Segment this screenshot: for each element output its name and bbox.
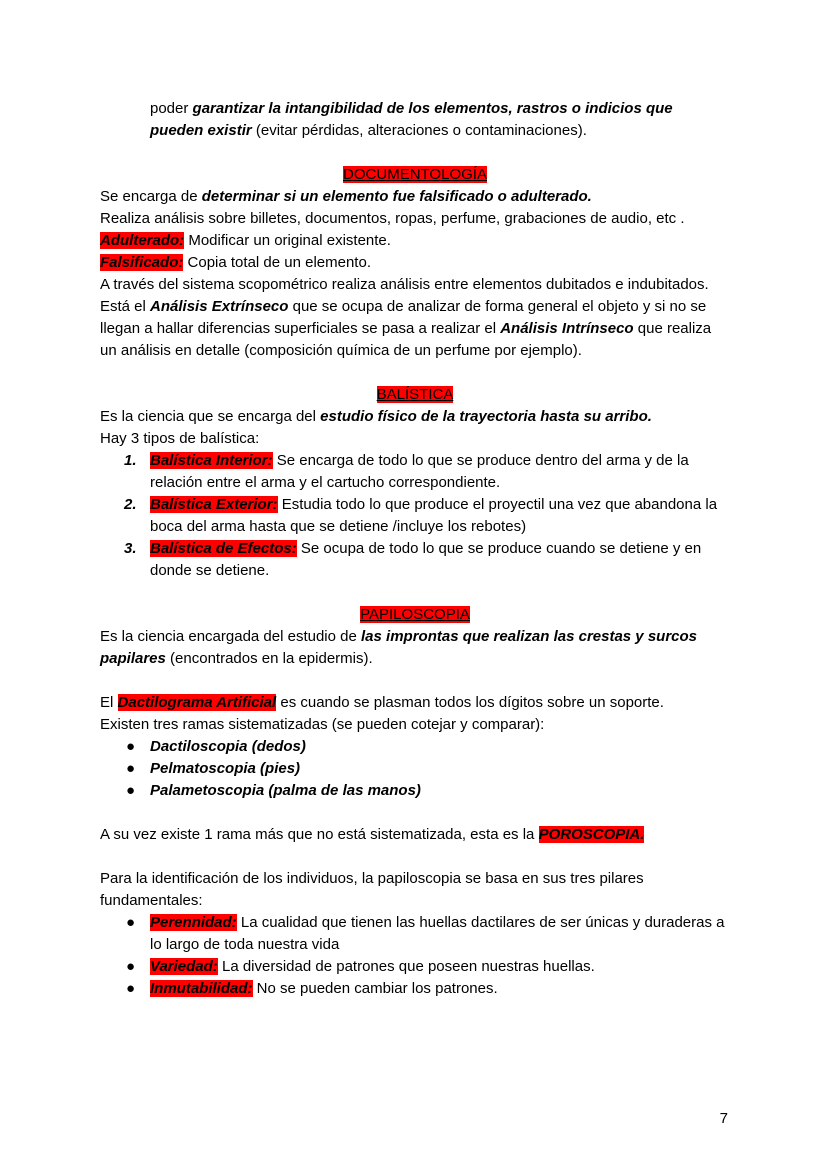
list-item: ● Variedad: La diversidad de patrones que poseen nuestras huellas.	[100, 956, 730, 978]
list-item: 3. Balística de Efectos: Se ocupa de todo lo que se produce cuando se detiene y en donde se detiene.	[124, 540, 702, 579]
pap-poroscopia: A su vez existe 1 rama más que no está sistematizada, esta es la POROSCOPIA.	[100, 826, 645, 843]
bal-definition: Es la ciencia que se encarga del estudio físico de la trayectoria hasta su arribo.	[100, 408, 652, 425]
heading-documentologia: DOCUMENTOLOGÍA	[343, 166, 487, 183]
list-item: 1. Balística Interior: Se encarga de todo lo que se produce dentro del arma y de la relación entre el arma y el cartucho correspondiente.	[124, 452, 689, 491]
pap-pilares-list	[100, 912, 730, 1000]
doc-definition: Se encarga de determinar si un elemento fue falsificado o adulterado.	[100, 188, 592, 205]
list-item: ● Perennidad: La cualidad que tienen las huellas dactilares de ser únicas y duraderas a lo largo de toda nuestra vida	[126, 914, 725, 953]
term-inmutabilidad: Inmutabilidad:	[150, 980, 253, 997]
doc-falsificado: Falsificado: Copia total de un elemento.	[100, 254, 371, 271]
doc-scopometrico: A través del sistema scopométrico realiza análisis entre elementos dubitados e indubitados. Está el Análisis Extrínseco que se ocupa de analizar de forma general el objeto y si no se llegan a hallar diferencias superficiales se pasa a realizar el Análisis Intrínseco que realiza un análisis en detalle (composición química de un perfume por ejemplo).	[100, 276, 712, 359]
term-perennidad: Perennidad:	[150, 914, 237, 931]
bullet-icon: ●	[126, 914, 136, 931]
pap-dactilograma: El Dactilograma Artificial es cuando se plasman todos los dígitos sobre un soporte.	[100, 694, 664, 711]
term-falsificado: Falsificado:	[100, 254, 184, 271]
bullet-icon: ●	[126, 958, 136, 975]
term-balistica-efectos: Balística de Efectos:	[150, 540, 297, 557]
list-item: ● Inmutabilidad: No se pueden cambiar los patrones.	[100, 978, 730, 1000]
list-item: ● Dactiloscopia (dedos)	[100, 736, 730, 758]
pap-definition: Es la ciencia encargada del estudio de las improntas que realizan las crestas y surcos papilares (encontrados en la epidermis).	[100, 628, 698, 667]
term-adulterado: Adulterado:	[100, 232, 185, 249]
term-balistica-interior: Balística Interior:	[150, 452, 273, 469]
term-poroscopia: POROSCOPIA.	[538, 826, 645, 843]
bal-types-intro: Hay 3 tipos de balística:	[100, 430, 260, 447]
term-variedad: Variedad:	[150, 958, 218, 975]
pap-ramas-intro: Existen tres ramas sistematizadas (se pueden cotejar y comparar):	[100, 716, 545, 733]
pap-pilares-intro: Para la identificación de los individuos, la papiloscopia se basa en sus tres pilares fundamentales:	[100, 870, 644, 909]
term-balistica-exterior: Balística Exterior:	[150, 496, 278, 513]
bullet-icon: ●	[126, 782, 136, 799]
pap-ramas-list	[100, 736, 730, 802]
intro-emphasis: garantizar la intangibilidad de los elementos, rastros o indicios que pueden existir	[150, 100, 673, 139]
heading-papiloscopia: PAPILOSCOPIA	[360, 606, 470, 623]
heading-balistica: BALÍSTICA	[376, 386, 454, 403]
doc-adulterado: Adulterado: Modificar un original existente.	[100, 232, 391, 249]
document-page	[100, 98, 730, 1000]
page-number: 7	[719, 1110, 728, 1127]
intro-paragraph: poder garantizar la intangibilidad de los elementos, rastros o indicios que pueden existir (evitar pérdidas, alteraciones o contaminaciones).	[150, 100, 673, 139]
list-item: 2. Balística Exterior: Estudia todo lo que produce el proyectil una vez que abandona la boca del arma hasta que se detiene /incluye los rebotes)	[124, 496, 718, 535]
term-dactilograma-artificial: Dactilograma Artificial	[117, 694, 277, 711]
list-item: ● Palametoscopia (palma de las manos)	[100, 780, 730, 802]
list-item: ● Pelmatoscopia (pies)	[100, 758, 730, 780]
doc-analysis: Realiza análisis sobre billetes, documentos, ropas, perfume, grabaciones de audio, etc .	[100, 210, 685, 227]
bullet-icon: ●	[126, 980, 136, 997]
bullet-icon: ●	[126, 738, 136, 755]
bal-types-list	[100, 450, 730, 582]
bullet-icon: ●	[126, 760, 136, 777]
